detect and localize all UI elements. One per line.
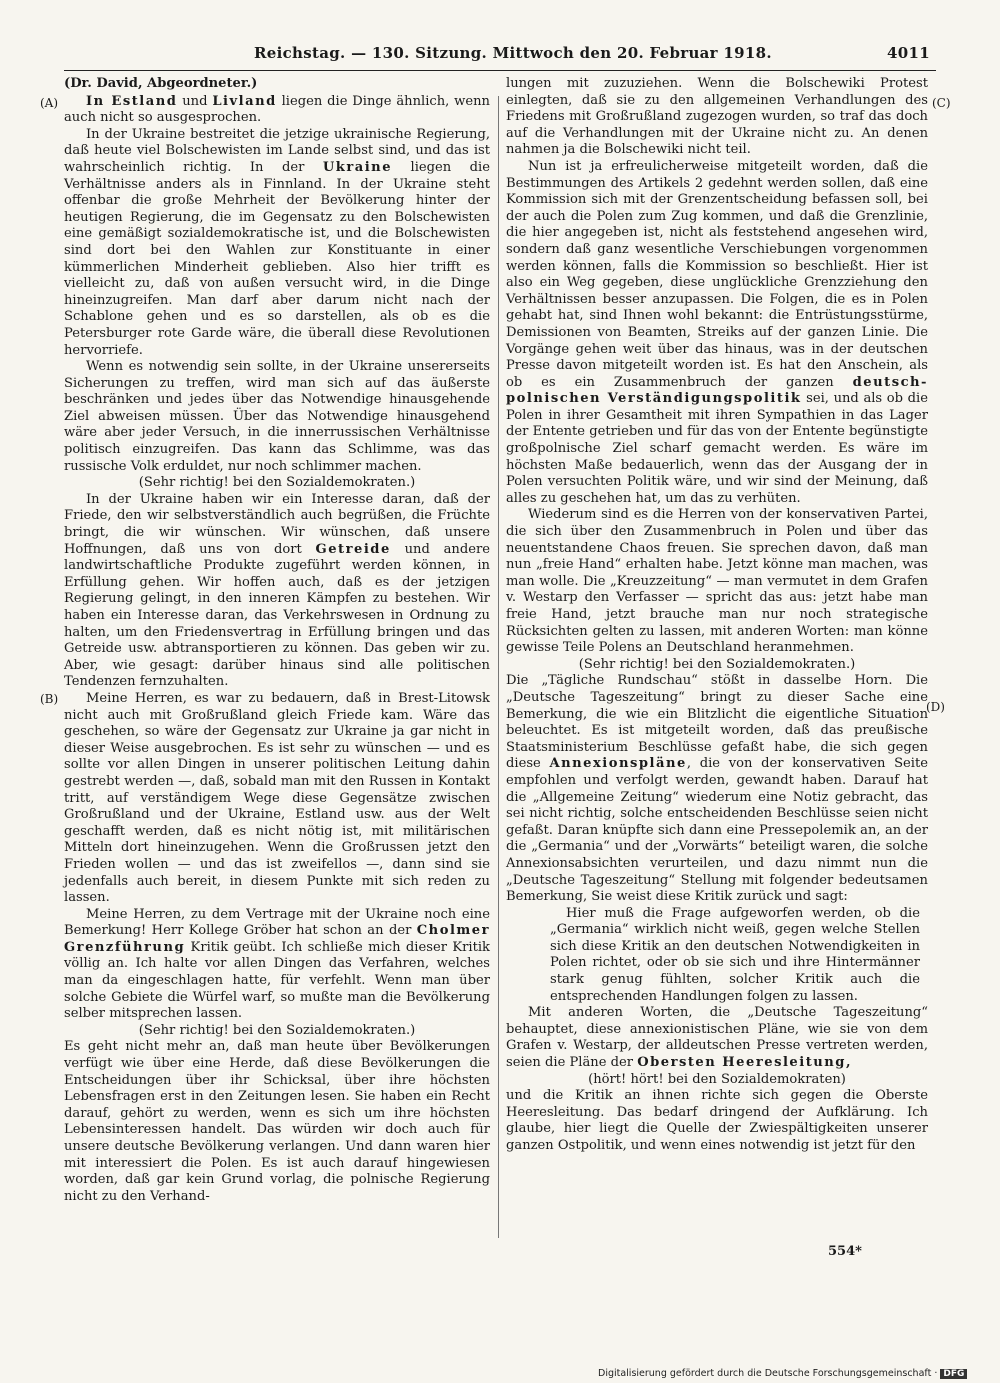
column-divider — [498, 96, 499, 1238]
paragraph: Es geht nicht mehr an, daß man heute über Bevölkerungen verfügt wie über eine Herde, daß diese Bevölkerungen die Entscheidungen über ihr Schicksal, über ihre höchsten Lebensfragen erst in den Zeitungen lesen. Sie haben ein Recht darauf, gehört zu werden, wenn es sich um ihre höchsten Lebensinteressen handelt. Das würden wir doch auch für unsere deutsche Bevölkerung verlangen. Und dann waren hier mit interessiert die Polen. Es ist auch darauf hingewiesen worden, daß gar kein Grund vorlag, die polnische Regierung nicht zu den Verhand- — [64, 1039, 490, 1204]
footer-text: Digitalisierung gefördert durch die Deutsche Forschungsgemeinschaft · — [598, 1368, 938, 1379]
paragraph: Wenn es notwendig sein sollte, in der Ukraine unsererseits Sicherungen zu treffen, wird man sich auf das äußerste beschränken und jedes über das Notwendige hinausgehende Ziel abweisen müssen. Über das Notwendige hinausgehend wäre aber jeder Versuch, in die innerrussischen Verhältnisse politisch einzugreifen. Das kann das Schlimme, was das russische Volk erduldet, nur noch schlimmer machen. — [64, 359, 490, 474]
paragraph: In der Ukraine haben wir ein Interesse daran, daß der Friede, den wir selbstverständlich auch begrüßen, die Früchte bringt, die wir wünschen. Wir wünschen, daß unsere Hoffnungen, daß uns von dort Getreide und andere landwirtschaftliche Produkte zugeführt werden können, in Erfüllung gehen. Wir hoffen auch, daß es der jetzigen Regierung gelingt, in den inneren Kämpfen zu bestehen. Wir haben ein Interesse daran, das Verkehrswesen in Ordnung zu halten, um den Friedensvertrag in Erfüllung bringen und das Getreide usw. abtransportieren zu können. Das geben wir zu. Aber, wie gesagt: darüber hinaus sind alle politischen Tendenzen fernzuhalten. — [64, 491, 490, 690]
page-number: 4011 — [887, 44, 930, 62]
paragraph: und die Kritik an ihnen richte sich gegen die Oberste Heeresleitung. Das bedarf dringend der Aufklärung. Ich glaube, hier liegt die Quelle der Zwiespältigkeiten unserer ganzen Ostpolitik, und wenn eines notwendig ist jetzt für den — [506, 1088, 928, 1153]
reaction-note: (Sehr richtig! bei den Sozialdemokraten.) — [138, 475, 416, 491]
paragraph: Mit anderen Worten, die „Deutsche Tageszeitung“ behauptet, diese annexionistischen Pläne, wie sie von dem Grafen v. Westarp, der alldeutschen Presse vertreten werden, seien die Pläne der Obersten Heeresleitung, — [506, 1005, 928, 1071]
speaker-label: (Dr. David, Abgeordneter.) — [64, 76, 258, 91]
signature-mark: 554* — [828, 1244, 862, 1259]
margin-marker-a: (A) — [40, 96, 59, 110]
margin-marker-c: (C) — [932, 96, 951, 110]
reaction-note: (hört! hört! bei den Sozialdemokraten) — [588, 1071, 846, 1087]
page-header — [254, 44, 930, 66]
paragraph: In der Ukraine bestreitet die jetzige ukrainische Regierung, daß heute viel Bolschewisten im Lande selbst sind, und das ist wahrscheinlich richtig. In der Ukraine liegen die Verhältnisse anders als in Finnland. In der Ukraine steht offenbar die große Mehrheit der Bevölkerung hinter der heutigen Regierung, die im Gegensatz zu den Bolschewisten eine gemäßigt sozialdemokratische ist, und die Bolschewisten sind dort bei den Wahlen zur Konstituante in einer kümmerlichen Minderheit geblieben. Also hier trifft es vielleicht zu, daß von außen versucht wird, in die Dinge hineinzugreifen. Man darf aber darum nicht nach der Schablone gehen und es so darstellen, als ob es die Petersburger rote Garde wäre, die überall diese Revolutionen hervorriefe. — [64, 126, 490, 358]
header-title: Reichstag. — 130. Sitzung. Mittwoch den 20. Februar 1918. — [254, 44, 772, 62]
right-column — [506, 76, 928, 1155]
paragraph: lungen mit zuzuziehen. Wenn die Bolschewiki Protest einlegten, daß sie zu den allgemeinen Verhandlungen des Friedens mit Großrußland zugezogen wurden, so traf das doch auf die Verhandlungen mit der Ukraine nicht zu. An denen nahmen ja die Bolschewiki nicht teil. — [506, 76, 928, 158]
dfg-logo: DFG — [940, 1369, 967, 1379]
paragraph: Wiederum sind es die Herren von der konservativen Partei, die sich über den Zusammenbruch in Polen und über das neuentstandene Chaos freuen. Sie sprechen davon, daß man nun „freie Hand“ erhalten habe. Jetzt könne man machen, was man wolle. Die „Kreuzzeitung“ — man vermutet in dem Grafen v. Westarp den Verfasser — spricht das aus: jetzt habe man freie Hand, jetzt brauche man nur noch strategische Rücksichten gelten zu lassen, mit anderen Worten: man könne gewisse Teile Polens an Deutschland heranmehmen. — [506, 507, 928, 656]
paragraph: Nun ist ja erfreulicherweise mitgeteilt worden, daß die Bestimmungen des Artikels 2 gedehnt werden sollen, daß eine Kommission sich mit der Grenzentscheidung befassen soll, bei der auch die Polen zum Zug kommen, und daß die Grenzlinie, die hier angegeben ist, nicht als feststehend angesehen wird, sondern daß ganz wesentliche Verschiebungen vorgenommen werden können, falls die Kommission so beschließt. Hier ist also ein Weg gegeben, diese unglückliche Grenzziehung den Verhältnissen besser anzupassen. Die Folgen, die es in Polen gehabt hat, sind Ihnen wohl bekannt: die Entrüstungsstürme, Demissionen von Beamten, Streiks auf der ganzen Linie. Die Vorgänge gehen weit über das hinaus, was in der deutschen Presse davon mitgeteilt worden ist. Es hat den Anschein, als ob es ein Zusammenbruch der ganzen deutsch-polnischen Verständigungspolitik sei, und als ob die Polen in ihrer Gesamtheit mit ihren Sympathien in das Lager der Entente getrieben und für das von der Entente begünstigte großpolnische Ziel scharf gemacht werden. Es wäre im höchsten Maße bedauerlich, wenn das der Ausgang der in Polen versuchten Politik wäre, und wir sind der Meinung, daß alles zu geschehen hat, um das zu verhüten. — [506, 158, 928, 506]
paragraph: In Estland und Livland liegen die Dinge ähnlich, wenn auch nicht so ausgesprochen. — [64, 93, 490, 126]
reaction-note: (Sehr richtig! bei den Sozialdemokraten.) — [138, 1022, 416, 1038]
paragraph: Die „Tägliche Rundschau“ stößt in dasselbe Horn. Die „Deutsche Tageszeitung“ bringt zu dieser Sache eine Bemerkung, die wie ein Blitzlicht die eigentliche Situation beleuchtet. Es ist mitgeteilt worden, daß das preußische Staatsministerium Beschlüsse gefaßt habe, die sich gegen diese Annexionspläne, die von der konservativen Seite empfohlen und verfolgt werden, gewandt haben. Darauf hat die „Allgemeine Zeitung“ wiederum eine Notiz gebracht, das sei nicht richtig, solche entscheidenden Beschlüsse seien nicht gefaßt. Daran knüpfte sich dann eine Pressepolemik an, an der die „Germania“ und der „Vorwärts“ beteiligt waren, die solche Annexionsabsichten verurteilen, und dazu nimmt nun die „Deutsche Tageszeitung“ Stellung mit folgender bedeutsamen Bemerkung, Sie weist diese Kritik zurück und sagt: — [506, 673, 928, 905]
paragraph: Meine Herren, es war zu bedauern, daß in Brest-Litowsk nicht auch mit Großrußland gleich Friede kam. Wäre das geschehen, so wäre der Gegensatz zur Ukraine ja gar nicht in dieser Weise ausgebrochen. Es ist sehr zu wünschen — und es sollte vor allen Dingen in unserer politischen Leitung dahin gestrebt werden —, daß, sobald man mit den Russen in Kontakt tritt, auf verständigem Wege diese Gegensätze zwischen Großrußland und der Ukraine, Estland usw. aus der Welt geschafft werden, daß es nicht nötig ist, mit militärischen Mitteln dort hineinzugehen. Wenn die Großrussen jetzt den Frieden wollen — und das ist zweifellos —, dann sind sie jedenfalls auch bereit, in diesem Punkte mit sich reden zu lassen. — [64, 690, 490, 906]
reaction-note: (Sehr richtig! bei den Sozialdemokraten.) — [578, 656, 856, 672]
digitization-footer — [598, 1368, 967, 1379]
block-quote: Hier muß die Frage aufgeworfen werden, ob die „Germania“ wirklich nicht weiß, gegen welche Stellen sich diese Kritik an den deutschen Notwendigkeiten in Polen richtet, oder ob sie sich und ihre Hintermänner stark genug fühlten, solcher Kritik auch die entsprechenden Handlungen folgen zu lassen. — [550, 905, 920, 1004]
paragraph: Meine Herren, zu dem Vertrage mit der Ukraine noch eine Bemerkung! Herr Kollege Gröber hat schon an der Cholmer Grenzführung Kritik geübt. Ich schließe mich dieser Kritik völlig an. Ich halte vor allen Dingen das Verfahren, welches man da eingeschlagen hatte, für verfehlt. Wenn man über solche Gebiete die Würfel warf, so mußte man die Bevölkerung selber mitsprechen lassen. — [64, 906, 490, 1022]
left-column — [64, 76, 490, 1205]
header-rule — [64, 70, 936, 71]
margin-marker-d: (D) — [926, 700, 945, 714]
margin-marker-b: (B) — [40, 692, 59, 706]
